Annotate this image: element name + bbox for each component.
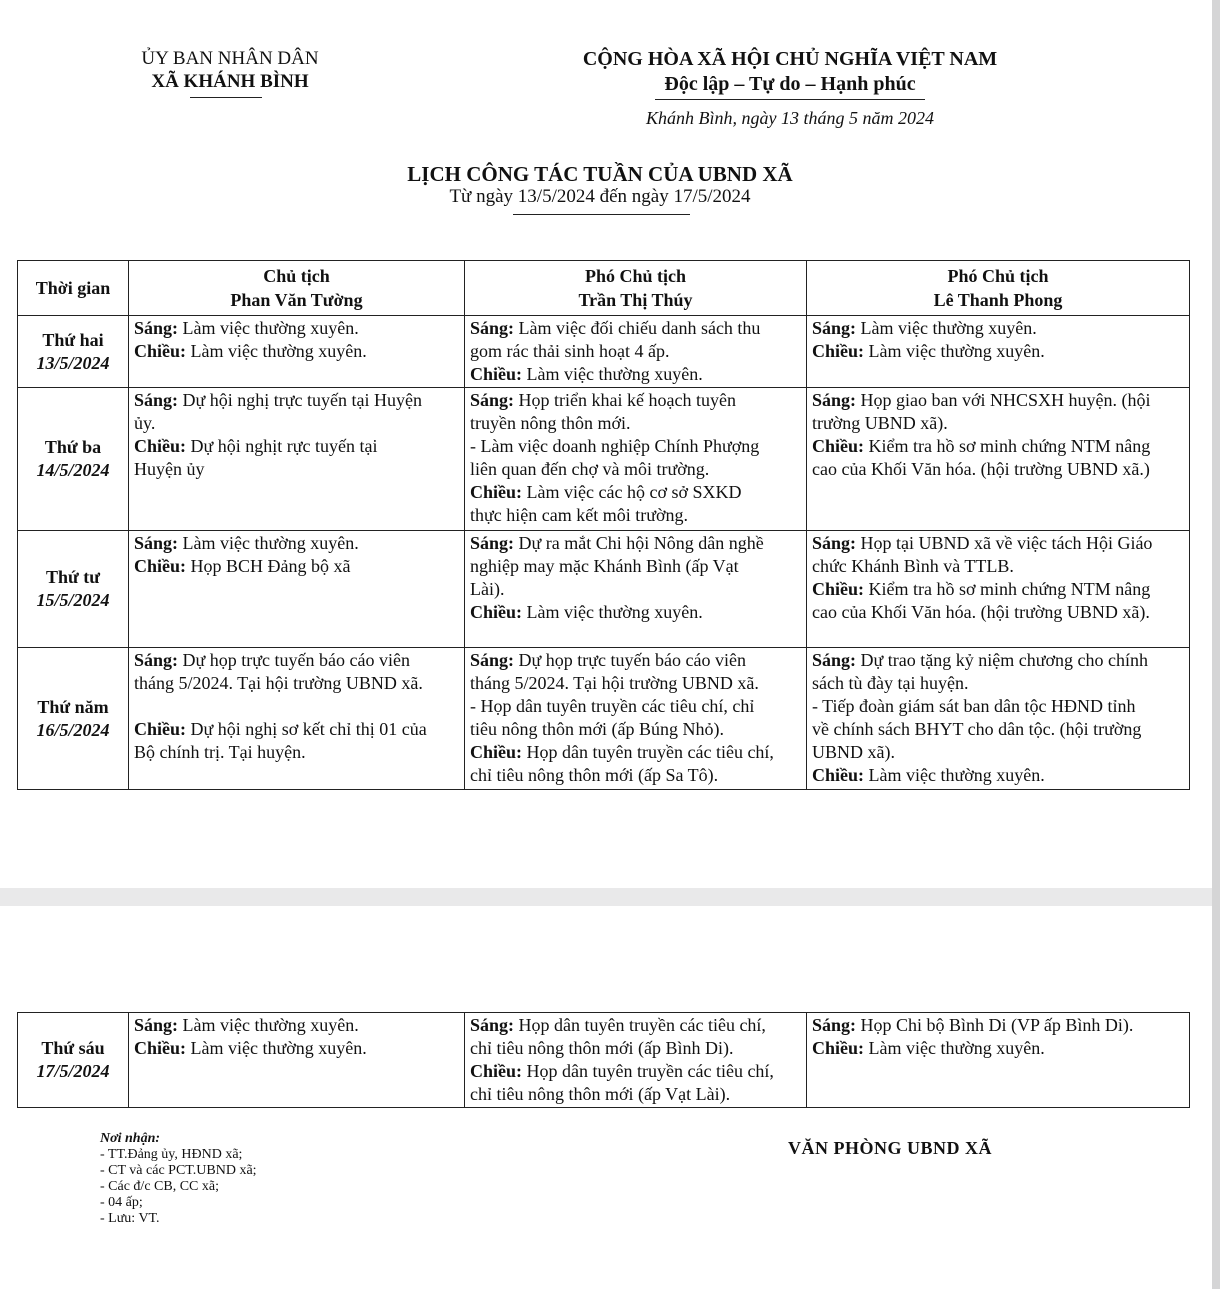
recipients-heading: Nơi nhận: (100, 1131, 161, 1146)
day-date: 15/5/2024 (36, 590, 110, 610)
schedule-text: Làm việc thường xuyên. (868, 1038, 1045, 1058)
recipient-item: - TT.Đảng ủy, HĐND xã; (100, 1147, 243, 1162)
schedule-text: Làm việc thường xuyên. (182, 318, 359, 338)
subtitle-underline (513, 214, 690, 215)
morning-label: Sáng: (812, 1015, 857, 1035)
schedule-text: nghiệp may mặc Khánh Bình (ấp Vạt (470, 556, 739, 576)
schedule-text: Làm việc thường xuyên. (182, 533, 359, 553)
afternoon-label: Chiều: (470, 364, 523, 384)
day-name: Thứ năm (37, 696, 109, 717)
day-date: 17/5/2024 (36, 1061, 110, 1081)
schedule-text: Họp giao ban với NHCSXH huyện. (hội (860, 390, 1151, 410)
vice-chair-2-cell (807, 531, 1190, 648)
schedule-text: tháng 5/2024. Tại hội trường UBND xã. (134, 673, 423, 693)
header-vice-chair-2-role: Phó Chủ tịch (947, 266, 1049, 286)
morning-label: Sáng: (812, 650, 857, 670)
header-vice-chair-1 (465, 261, 807, 316)
schedule-text: - Làm việc doanh nghiệp Chính Phượng (470, 436, 760, 456)
chairman-cell (129, 531, 465, 648)
document-title: LỊCH CÔNG TÁC TUẦN CỦA UBND XÃ (407, 162, 793, 186)
day-cell (18, 648, 129, 790)
day-cell (18, 1013, 129, 1108)
header-chairman (129, 261, 465, 316)
schedule-text: Làm việc đối chiếu danh sách thu (518, 318, 761, 338)
table-row (18, 1013, 1190, 1108)
vice-chair-1-cell (465, 316, 807, 388)
morning-label: Sáng: (134, 390, 179, 410)
schedule-text: Lài). (470, 579, 505, 599)
schedule-text: sách tù đày tại huyện. (812, 673, 969, 693)
schedule-text: Họp dân tuyên truyền các tiêu chí, (526, 742, 774, 762)
schedule-text: Bộ chính trị. Tại huyện. (134, 742, 306, 762)
morning-label: Sáng: (812, 533, 857, 553)
morning-label: Sáng: (134, 318, 179, 338)
document-subtitle: Từ ngày 13/5/2024 đến ngày 17/5/2024 (449, 186, 751, 207)
schedule-text: Dự hội nghị sơ kết chỉ thị 01 của (190, 719, 427, 739)
schedule-text: Làm việc thường xuyên. (868, 765, 1045, 785)
schedule-text: chức Khánh Bình và TTLB. (812, 556, 1014, 576)
morning-label: Sáng: (812, 318, 857, 338)
schedule-text: chỉ tiêu nông thôn mới (ấp Vạt Lài). (470, 1084, 731, 1104)
schedule-text: Họp BCH Đảng bộ xã (190, 556, 351, 576)
afternoon-label: Chiều: (812, 436, 865, 456)
day-date: 16/5/2024 (36, 719, 110, 740)
schedule-text: Họp Chi bộ Bình Di (VP ấp Bình Di). (860, 1015, 1134, 1035)
morning-label: Sáng: (134, 1015, 179, 1035)
header-chairman-name: Phan Văn Tường (230, 290, 363, 310)
morning-label: Sáng: (470, 318, 515, 338)
morning-label: Sáng: (470, 533, 515, 553)
schedule-text: tháng 5/2024. Tại hội trường UBND xã. (470, 673, 759, 693)
schedule-text: Làm việc thường xuyên. (190, 1038, 367, 1058)
schedule-text: Dự hội nghị trực tuyến tại Huyện (182, 390, 422, 410)
schedule-text: Làm việc thường xuyên. (182, 1015, 359, 1035)
schedule-text: tiêu nông thôn mới (ấp Búng Nhỏ). (470, 719, 724, 739)
day-cell (18, 316, 129, 388)
schedule-text: Họp tại UBND xã về việc tách Hội Giáo (860, 533, 1153, 553)
afternoon-label: Chiều: (134, 436, 187, 456)
header-vice-chair-1-name: Trần Thị Thúy (578, 290, 693, 310)
afternoon-label: Chiều: (470, 1061, 523, 1081)
afternoon-label: Chiều: (134, 341, 187, 361)
schedule-text: Kiểm tra hồ sơ minh chứng NTM nâng (868, 436, 1151, 456)
vice-chair-2-cell (807, 648, 1190, 790)
schedule-text: Làm việc thường xuyên. (526, 602, 703, 622)
schedule-text: - Tiếp đoàn giám sát ban dân tộc HĐND tỉnh (812, 696, 1136, 716)
afternoon-label: Chiều: (470, 742, 523, 762)
schedule-text: Dự hội nghịt rực tuyến tại (190, 436, 378, 456)
agency-name: ỦY BAN NHÂN DÂN (141, 48, 319, 69)
schedule-text: cao của Khối Văn hóa. (hội trường UBND xã). (812, 602, 1150, 622)
schedule-text: ủy. (134, 413, 156, 433)
schedule-text: UBND xã). (812, 742, 895, 762)
afternoon-label: Chiều: (812, 579, 865, 599)
header-chairman-role: Chủ tịch (263, 266, 330, 286)
morning-label: Sáng: (470, 1015, 515, 1035)
schedule-text: Họp dân tuyên truyền các tiêu chí, (526, 1061, 774, 1081)
afternoon-label: Chiều: (812, 1038, 865, 1058)
schedule-text: Họp triển khai kế hoạch tuyên (518, 390, 736, 410)
day-date: 14/5/2024 (36, 460, 110, 480)
schedule-text: Làm việc thường xuyên. (190, 341, 367, 361)
schedule-text: truyền nông thôn mới. (470, 413, 631, 433)
afternoon-label: Chiều: (812, 341, 865, 361)
schedule-text: Làm việc thường xuyên. (860, 318, 1037, 338)
schedule-text: trường UBND xã). (812, 413, 948, 433)
schedule-text: - Họp dân tuyên truyền các tiêu chí, chỉ (470, 696, 755, 716)
morning-label: Sáng: (470, 650, 515, 670)
vice-chair-1-cell (465, 648, 807, 790)
table-row (18, 531, 1190, 648)
afternoon-label: Chiều: (470, 602, 523, 622)
day-cell (18, 388, 129, 531)
vice-chair-1-cell (465, 388, 807, 531)
schedule-text: chỉ tiêu nông thôn mới (ấp Bình Di). (470, 1038, 734, 1058)
chairman-cell (129, 388, 465, 531)
schedule-text: gom rác thải sinh hoạt 4 ấp. (470, 341, 670, 361)
vice-chair-2-cell (807, 1013, 1190, 1108)
morning-label: Sáng: (134, 533, 179, 553)
schedule-text: Dự trao tặng kỷ niệm chương cho chính (860, 650, 1148, 670)
recipient-item: - CT và các PCT.UBND xã; (100, 1163, 257, 1178)
day-name: Thứ ba (44, 437, 102, 457)
day-name: Thứ sáu (41, 1038, 105, 1058)
chairman-cell (129, 648, 465, 790)
page-edge-shadow (1212, 0, 1220, 1289)
schedule-table (17, 260, 1190, 790)
table-row (18, 316, 1190, 388)
schedule-text: Làm việc thường xuyên. (526, 364, 703, 384)
agency-underline (190, 97, 262, 98)
afternoon-label: Chiều: (812, 765, 865, 785)
vice-chair-1-cell (465, 531, 807, 648)
schedule-text: Dự họp trực tuyến báo cáo viên (182, 650, 410, 670)
recipient-item: - Lưu: VT. (100, 1211, 160, 1226)
day-name: Thứ hai (42, 329, 104, 350)
table-row (18, 388, 1190, 531)
schedule-table-continued (17, 1012, 1190, 1108)
afternoon-label: Chiều: (134, 556, 187, 576)
table-header-row (18, 261, 1190, 316)
morning-label: Sáng: (470, 390, 515, 410)
recipient-item: - 04 ấp; (100, 1195, 143, 1210)
schedule-text: chỉ tiêu nông thôn mới (ấp Sa Tô). (470, 765, 719, 785)
schedule-text: Họp dân tuyên truyền các tiêu chí, (518, 1015, 766, 1035)
national-title: CỘNG HÒA XÃ HỘI CHỦ NGHĨA VIỆT NAM (582, 48, 998, 70)
recipients-block (100, 1131, 460, 1227)
table-row (18, 648, 1190, 790)
schedule-text: thực hiện cam kết môi trường. (470, 505, 688, 525)
morning-label: Sáng: (134, 650, 179, 670)
day-date: 13/5/2024 (36, 352, 110, 373)
dateline: Khánh Bình, ngày 13 tháng 5 năm 2024 (646, 108, 934, 128)
day-cell (18, 531, 129, 648)
schedule-text: Kiểm tra hồ sơ minh chứng NTM nâng (868, 579, 1151, 599)
motto-underline (655, 99, 925, 100)
office-signature: VĂN PHÒNG UBND XÃ (788, 1138, 992, 1158)
chairman-cell (129, 316, 465, 388)
recipient-item: - Các đ/c CB, CC xã; (100, 1179, 219, 1194)
chairman-cell (129, 1013, 465, 1108)
vice-chair-1-cell (465, 1013, 807, 1108)
schedule-text: Làm việc thường xuyên. (868, 341, 1045, 361)
afternoon-label: Chiều: (134, 719, 187, 739)
vice-chair-2-cell (807, 316, 1190, 388)
schedule-text: Làm việc các hộ cơ sở SXKD (526, 482, 742, 502)
afternoon-label: Chiều: (470, 482, 523, 502)
schedule-text: Dự họp trực tuyến báo cáo viên (518, 650, 746, 670)
vice-chair-2-cell (807, 388, 1190, 531)
day-name: Thứ tư (45, 567, 101, 587)
schedule-text: Dự ra mắt Chi hội Nông dân nghề (518, 533, 764, 553)
header-vice-chair-1-role: Phó Chủ tịch (584, 266, 687, 286)
header-vice-chair-2 (807, 261, 1190, 316)
agency-commune: XÃ KHÁNH BÌNH (151, 71, 309, 92)
national-motto: Độc lập – Tự do – Hạnh phúc (664, 73, 916, 95)
schedule-text: về chính sách BHYT cho dân tộc. (hội trường (812, 719, 1142, 739)
schedule-text: cao của Khối Văn hóa. (hội trường UBND xã.) (812, 459, 1150, 479)
morning-label: Sáng: (812, 390, 857, 410)
schedule-text: liên quan đến chợ và môi trường. (470, 459, 710, 479)
header-time: Thời gian (18, 261, 129, 316)
schedule-text: Huyện ủy (134, 459, 205, 479)
afternoon-label: Chiều: (134, 1038, 187, 1058)
header-vice-chair-2-name: Lê Thanh Phong (933, 290, 1063, 310)
